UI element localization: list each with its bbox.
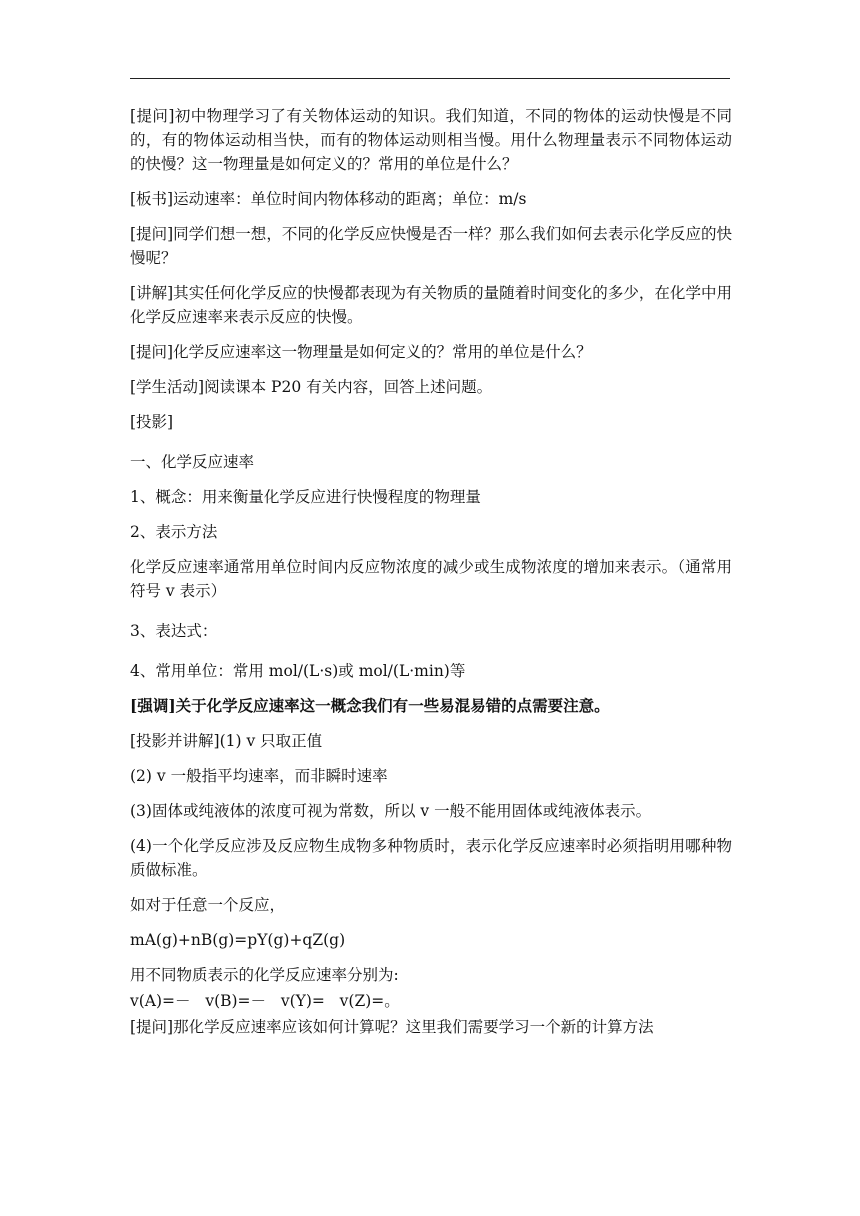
section-heading-reaction-rate: 一、化学反应速率 [130,453,255,471]
paragraph-method-body: 化学反应速率通常用单位时间内反应物浓度的减少或生成物浓度的增加来表示。（通常用符号 v 表示） [130,558,732,600]
header-rule [130,78,730,79]
paragraph-point-2: (2) v 一般指平均速率，而非瞬时速率 [130,767,388,785]
paragraph-projection: [投影] [130,413,174,431]
paragraph-reaction-equation: mA(g)+nB(g)=pY(g)+qZ(g) [130,931,346,949]
paragraph-point-1: [投影并讲解](1) v 只取正值 [130,732,323,750]
paragraph-rate-expressions: v(A)=－ v(B)=－ v(Y)= v(Z)=。 [130,992,400,1010]
paragraph-concept: 1、概念：用来衡量化学反应进行快慢程度的物理量 [130,488,481,506]
paragraph-question-calculation: [提问]那化学反应速率应该如何计算呢？这里我们需要学习一个新的计算方法 [130,1018,654,1036]
paragraph-method-heading: 2、表示方法 [130,523,218,541]
paragraph-example-intro: 如对于任意一个反应， [130,896,286,914]
paragraph-expression: 3、表达式： [130,622,218,640]
paragraph-rate-intro: 用不同物质表示的化学反应速率分别为: [130,966,399,984]
paragraph-units: 4、常用单位：常用 mol/(L·s)或 mol/(L·min)等 [130,662,466,680]
paragraph-emphasis: [强调]关于化学反应速率这一概念我们有一些易混易错的点需要注意。 [130,696,610,715]
paragraph-explanation: [讲解]其实任何化学反应的快慢都表现为有关物质的量随着时间变化的多少，在化学中用化学反应速率来表示反应的快慢。 [130,284,732,326]
paragraph-point-3: (3)固体或纯液体的浓度可视为常数，所以 v 一般不能用固体或纯液体表示。 [130,802,652,820]
paragraph-board-speed: [板书]运动速率：单位时间内物体移动的距离；单位：m/s [130,190,527,208]
paragraph-point-4: (4)一个化学反应涉及反应物生成物多种物质时，表示化学反应速率时必须指明用哪种物质做标准。 [130,837,732,879]
document-body [130,104,732,1050]
paragraph-question-reaction: [提问]同学们想一想，不同的化学反应快慢是否一样？那么我们如何去表示化学反应的快慢呢？ [130,225,732,267]
paragraph-question-definition: [提问]化学反应速率这一物理量是如何定义的？常用的单位是什么？ [130,343,592,361]
paragraph-student-activity: [学生活动]阅读课本 P20 有关内容，回答上述问题。 [130,378,493,396]
paragraph-question-motion: [提问]初中物理学习了有关物体运动的知识。我们知道，不同的物体的运动快慢是不同的，有的物体运动相当快，而有的物体运动则相当慢。用什么物理量表示不同物体运动的快慢？这一物理量是如何定义的？常用的单位是什么？ [130,107,732,173]
